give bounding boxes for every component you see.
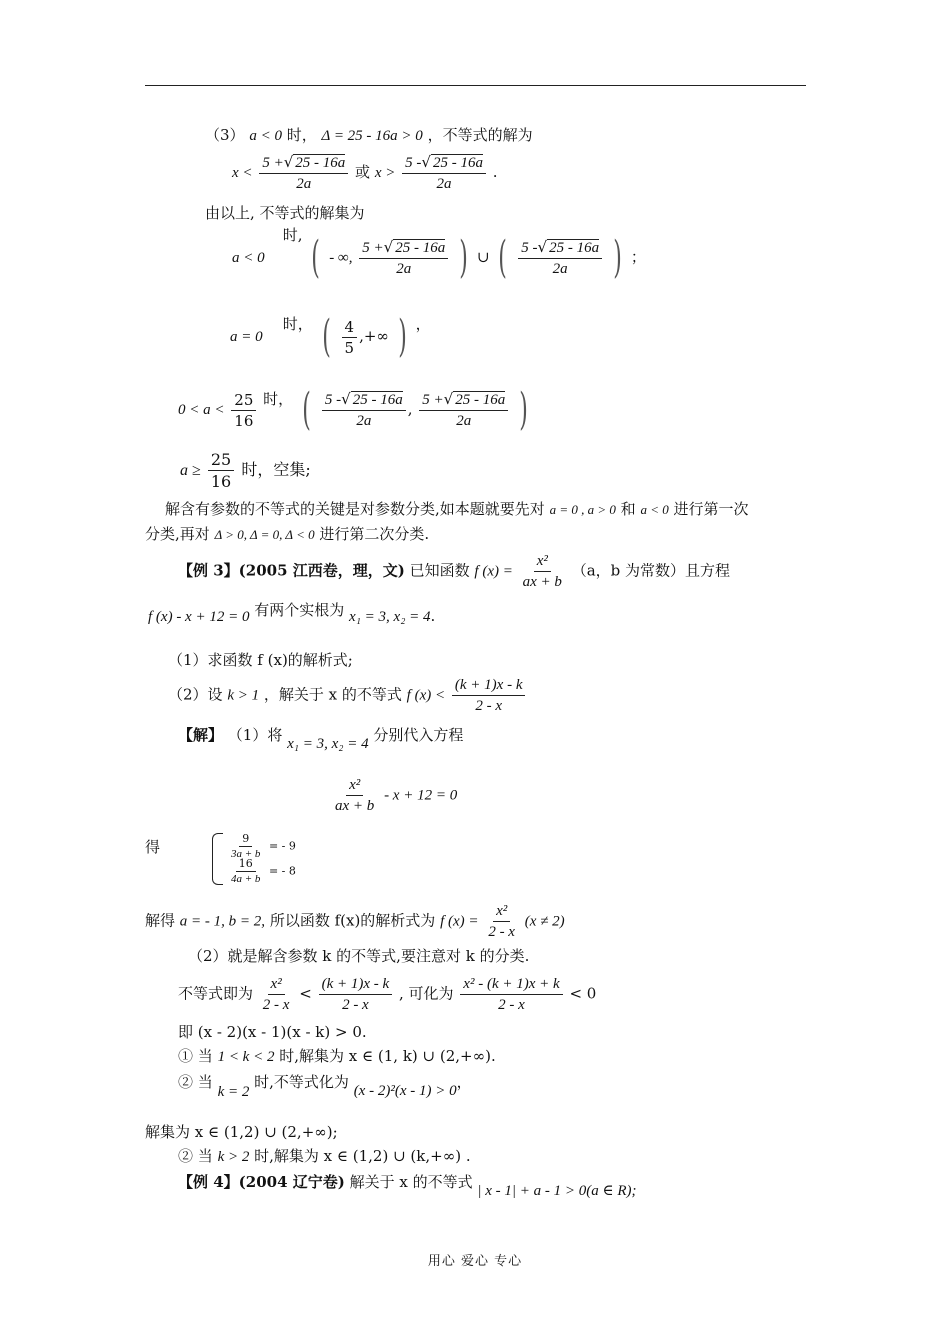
case3-prefix: ② 当: [178, 1147, 213, 1165]
system-brace: [212, 833, 223, 885]
fraction: $\frac{5 -√ 25 - 16a}{2a}$: [402, 153, 486, 193]
pos-inf: ,+∞: [359, 327, 389, 345]
roots: x₁ = 3, x₂ = 4: [349, 609, 431, 625]
left-paren: (: [311, 232, 321, 283]
denominator: 5: [344, 338, 355, 357]
step1-roots: x₁ = 3, x₂ = 4: [287, 736, 369, 752]
case3-delta: Δ = 25 - 16a > 0: [321, 128, 423, 144]
result-text: 所以函数 f(x)的解析式为: [269, 911, 436, 930]
denominator: 2a: [456, 413, 472, 429]
question-2: [168, 676, 527, 715]
ineq-prefix: 不等式即为: [178, 984, 254, 1003]
example3-lead: 已知函数: [409, 561, 470, 580]
q2-prefix: （2）设: [168, 685, 223, 704]
fraction: $\frac{5 -√ 25 - 16a}{2a}$: [322, 390, 406, 430]
left-paren: (: [498, 232, 508, 283]
numerator: 9: [239, 832, 252, 847]
radicand: 25 - 16a: [549, 240, 600, 256]
or-word: 或: [355, 163, 371, 181]
num-prefix: 5 +: [262, 155, 284, 171]
remark-text: 分类,再对: [145, 525, 210, 543]
row1-cond: a < 0: [232, 250, 265, 266]
denominator: 3a + b: [231, 848, 261, 861]
example4-heading: [178, 1173, 637, 1199]
remark-conds: a = 0 , a > 0: [549, 502, 616, 517]
denominator: 2a: [356, 413, 372, 429]
solution-equation: [330, 776, 457, 815]
denominator: 2 - x: [498, 997, 525, 1013]
x-greater: x >: [374, 165, 396, 181]
right-paren: ): [613, 232, 622, 283]
remark-text-end: 进行第二次分类.: [319, 525, 430, 543]
denominator: 2a: [396, 261, 412, 277]
denominator: 2a: [552, 261, 568, 277]
num-prefix: 5 +: [422, 392, 444, 408]
remark-text-end: 进行第一次: [673, 500, 749, 518]
neg-inf: - ∞,: [329, 250, 353, 266]
example4-inequality: | x - 1| + a - 1 > 0(a ∈ R);: [477, 1183, 637, 1199]
q2-k: k > 1: [227, 687, 260, 704]
solution-step-2: （2）就是解含参数 k 的不等式,要注意对 k 的分类.: [188, 947, 530, 965]
case-3: [178, 1147, 471, 1166]
comma: ，: [415, 315, 431, 333]
remark-text: 解含有参数的不等式的关键是对参数分类,如本题就要先对: [165, 500, 545, 518]
solution-tag: 【解】: [178, 726, 224, 744]
example4-tag: 【例 4】(2004 辽宁卷): [178, 1173, 345, 1191]
example3-heading: [178, 552, 730, 591]
radicand: 25 - 16a: [395, 240, 446, 256]
numerator: x²: [346, 776, 363, 796]
num-prefix: 5 -: [521, 240, 538, 256]
fraction: $\frac{5 +√ 25 - 16a}{2a}$: [359, 238, 448, 278]
case2-text: 时,不等式化为: [254, 1073, 349, 1091]
case-2-set: 解集为 x ∈ (1,2) ∪ (2,+∞);: [145, 1123, 338, 1141]
solution-result: [145, 902, 565, 941]
radicand: 25 - 16a: [352, 392, 403, 408]
remark-line-1: [165, 500, 749, 518]
right-paren: ): [397, 311, 407, 362]
denominator: 2 - x: [488, 924, 515, 940]
equation-tail: - x + 12 = 0: [384, 787, 458, 804]
right-paren: ): [459, 232, 468, 283]
fraction: [260, 975, 293, 1014]
case3-tail: ，不等式的解为: [427, 126, 533, 144]
fraction: [208, 450, 234, 491]
rhs: = - 8: [268, 864, 296, 878]
solution-step-1: [178, 726, 464, 752]
num-prefix: 5 -: [324, 392, 342, 408]
radicand: 25 - 16a: [432, 155, 483, 171]
numerator: x²: [268, 975, 285, 995]
summary-intro: 由以上, 不等式的解集为: [205, 204, 365, 222]
denominator: ax + b: [335, 798, 375, 814]
denominator: 2 - x: [342, 997, 369, 1013]
numerator: 25: [208, 450, 234, 471]
q2-text: ，解关于 x 的不等式: [263, 685, 402, 704]
fraction: [319, 975, 393, 1014]
numerator: 4: [342, 318, 358, 338]
period: .: [430, 607, 436, 625]
case3-solution: [232, 153, 498, 193]
case2-expr: (x - 2)²(x - 1) > 0: [353, 1083, 457, 1099]
row4-cond: a ≥: [180, 462, 201, 480]
numerator: x² - (k + 1)x + k: [460, 975, 562, 995]
row3-when: 时，: [263, 390, 294, 408]
factored-inequality: 即 (x - 2)(x - 1)(x - k) > 0.: [178, 1023, 367, 1041]
row2-when: 时，: [282, 315, 313, 333]
and-word: 和: [620, 500, 636, 518]
header-rule: [145, 85, 806, 86]
fraction: [452, 676, 526, 715]
result-fx: f (x) =: [440, 913, 479, 930]
fx: f (x) =: [474, 563, 513, 580]
separator: ,: [407, 400, 413, 418]
example4-text: 解关于 x 的不等式: [349, 1173, 473, 1191]
fraction: $\frac{5 -√ 25 - 16a}{2a}$: [518, 238, 602, 278]
example3-equation: [148, 601, 436, 626]
case1-cond: 1 < k < 2: [217, 1049, 275, 1065]
roots-label: 有两个实根为: [254, 601, 345, 619]
numerator: x²: [534, 552, 551, 572]
case3-line: [205, 126, 533, 145]
summary-row-1: [232, 226, 646, 283]
question-1: （1）求函数 f (x)的解析式;: [168, 651, 353, 669]
denominator: 2a: [296, 176, 312, 192]
radicand: 25 - 16a: [295, 155, 346, 171]
denominator: 16: [234, 411, 254, 430]
case3-label: （3）: [205, 126, 245, 144]
case3-text: 时,解集为 x ∈ (1,2) ∪ (k,+∞) .: [254, 1147, 471, 1165]
de-word: 得: [145, 838, 161, 856]
const-note: （a，b 为常数）且方程: [571, 561, 731, 580]
fraction: [342, 318, 358, 357]
x-less: x <: [232, 165, 253, 181]
left-paren: (: [302, 384, 311, 435]
numerator: x²: [493, 902, 510, 922]
example3-tag: 【例 3】(2005 江西卷，理，文): [178, 561, 405, 580]
fraction: [228, 857, 263, 886]
denominator: 2 - x: [475, 698, 503, 714]
case-2: [178, 1073, 472, 1100]
result-values: a = - 1, b = 2,: [179, 913, 266, 930]
rhs: = - 9: [268, 839, 296, 853]
fraction: [460, 975, 562, 1014]
case3-cond: k > 2: [217, 1149, 250, 1165]
denominator: 2a: [436, 176, 452, 192]
case1-text: 时,解集为 x ∈ (1, k) ∪ (2,+∞).: [279, 1047, 496, 1065]
case1-prefix: ① 当: [178, 1047, 213, 1065]
row2-cond: a = 0: [230, 329, 263, 345]
denominator: 16: [210, 472, 232, 492]
case2-prefix: ② 当: [178, 1073, 213, 1091]
fraction: $\frac{5 +√ 25 - 16a}{2a}$: [259, 153, 348, 193]
remark-line-2: [145, 525, 429, 543]
num-prefix: 5 +: [362, 240, 384, 256]
summary-row-3: [178, 384, 532, 435]
result-prefix: 解得: [145, 911, 176, 930]
summary-row-4: [180, 450, 311, 491]
q2-fx: f (x) <: [406, 687, 446, 704]
fraction: [231, 391, 256, 430]
left-paren: (: [321, 311, 331, 362]
numerator: 25: [231, 391, 256, 411]
semicolon: ；: [630, 248, 646, 266]
numerator: 16: [236, 857, 256, 872]
denominator: ax + b: [522, 574, 562, 590]
fraction: [485, 902, 518, 941]
page-footer: 用心 爱心 专心: [427, 1254, 523, 1269]
less-than: <: [299, 984, 312, 1003]
numerator: (k + 1)x - k: [319, 975, 393, 995]
step1-text: 分别代入方程: [373, 726, 464, 744]
can-be: , 可化为: [398, 984, 454, 1003]
fraction: $\frac{5 +√ 25 - 16a}{2a}$: [419, 390, 508, 430]
remark-cond: a < 0: [640, 502, 669, 517]
case-1: [178, 1047, 496, 1066]
case2-cond: k = 2: [217, 1084, 250, 1100]
numerator: (k + 1)x - k: [452, 676, 526, 696]
fraction: [332, 776, 377, 815]
denominator: 2 - x: [262, 997, 290, 1013]
system-eq-2: [226, 857, 296, 886]
row3-cond: 0 < a <: [178, 402, 225, 418]
right-paren: ): [519, 384, 528, 435]
union: ∪: [476, 248, 490, 266]
case3-cond: a < 0: [249, 128, 282, 144]
row1-when: 时,: [282, 226, 303, 244]
less-than-zero: < 0: [569, 984, 597, 1003]
case2-end: ，: [456, 1073, 472, 1091]
remark-conds: Δ > 0, Δ = 0, Δ < 0: [214, 527, 315, 542]
denominator: 4a + b: [231, 873, 261, 886]
fraction: [520, 552, 565, 591]
num-prefix: 5 -: [405, 155, 422, 171]
inequality-transform: [178, 975, 596, 1014]
row4-text: 时，空集;: [241, 460, 311, 480]
result-cond: (x ≠ 2): [524, 913, 565, 930]
step1-prefix: （1）将: [227, 726, 283, 744]
radicand: 25 - 16a: [455, 392, 506, 408]
equation: f (x) - x + 12 = 0: [148, 609, 250, 625]
summary-row-2: [230, 311, 431, 362]
period: .: [492, 163, 498, 181]
case3-when: 时，: [286, 126, 317, 144]
